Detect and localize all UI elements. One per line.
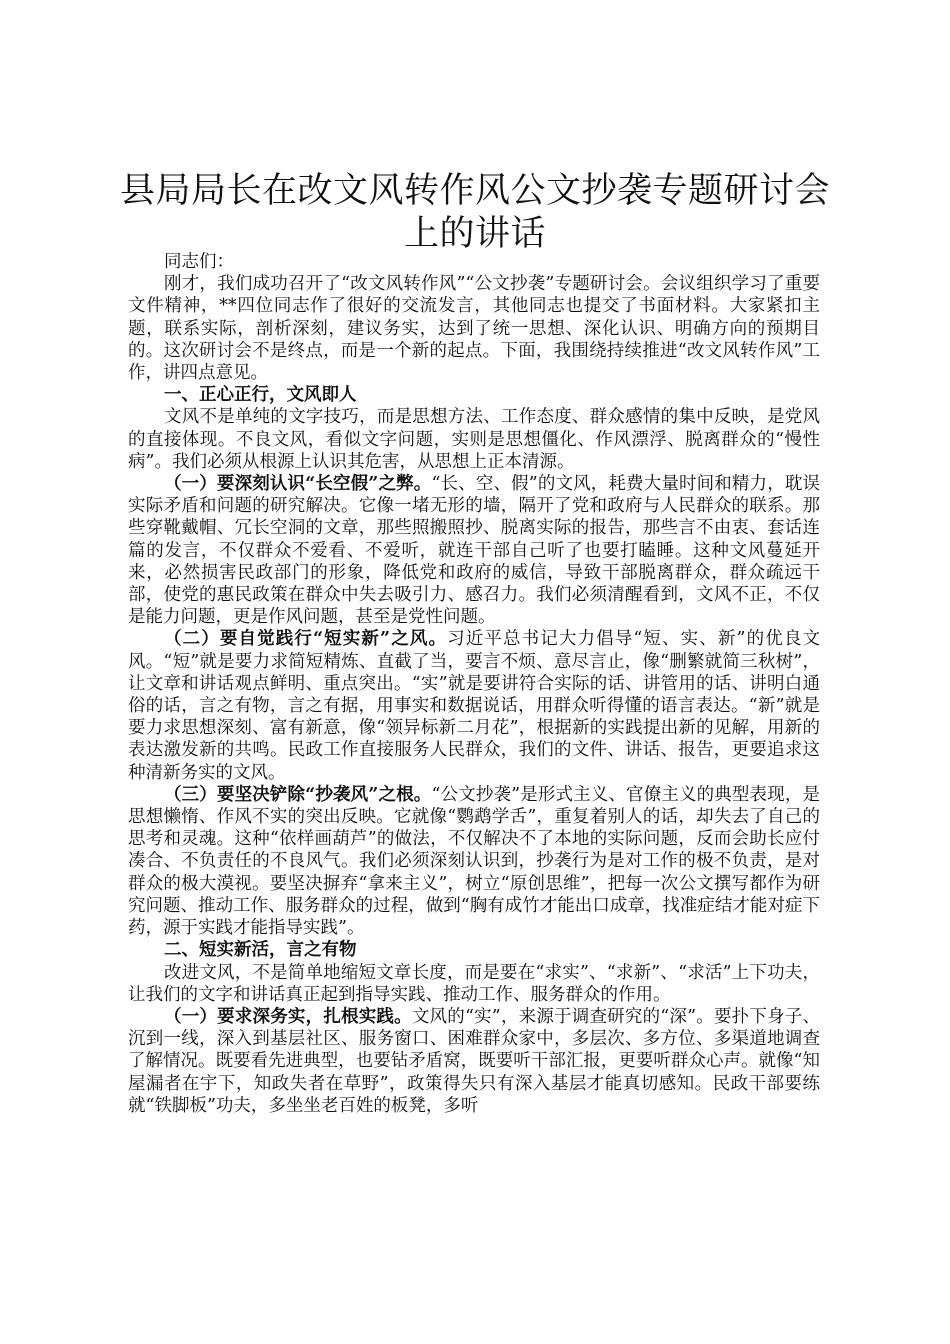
paragraph-text: “公文抄袭”是形式主义、官僚主义的典型表现，是思想懒惰、作风不实的突出反映。它就像“鹦鹉学舌”，重复着别人的话，却失去了自己的思考和灵魂。这种“依样画葫芦”的做法，不仅解决不了本地的实际问题，反而会助长应付凑合、不负责任的不良风气。我们必须深刻认识到，抄袭行为是对工作的极不负责，是对群众的极大漠视。要坚决摒弃“拿来主义”，树立“原创思维”，把每一次公文撰写都作为研究问题、推动工作、服务群众的过程，做到“胸有成竹才能出口成章，找准症结才能对症下药，源于实践才能指导实践”。 (128, 784, 820, 939)
paragraph-section-2-intro (128, 962, 820, 1006)
paragraph-lead: （一）要深刻认识“长空假”之弊。 (164, 474, 432, 495)
paragraph-text: 习近平总书记大力倡导“短、实、新”的优良文风。“短”就是要力求简短精炼、直截了当，要言不烦、意尽言止，像“删繁就简三秋树”，让文章和讲话观点鲜明、重点突出。“实”就是要讲符合实际的话、讲管用的话、讲明白通俗的话，言之有物，言之有据，用事实和数据说话，用群众听得懂的语言表达。“新”就是要力求思想深刻、富有新意，像“领异标新二月花”，根据新的实践提出新的见解，用新的表达激发新的共鸣。民政工作直接服务人民群众，我们的文件、讲话、报告，更要追求这种清新务实的文风。 (128, 629, 820, 783)
paragraph-text: 改进文风，不是简单地缩短文章长度，而是要在“求实”、“求新”、“求活”上下功夫，让我们的文字和讲话真正起到指导实践、推动工作、服务群众的作用。 (128, 962, 820, 1005)
paragraph-1-2 (128, 628, 820, 783)
paragraph-1-3 (128, 784, 820, 939)
paragraph-lead: （二）要自觉践行“短实新”之风。 (164, 629, 448, 650)
paragraph-text: 刚才，我们成功召开了“改文风转作风”“公文抄袭”专题研讨会。会议组织学习了重要文件精神，**四位同志作了很好的交流发言，其他同志也提交了书面材料。大家紧扣主题，联系实际，剖析深刻，建议务实，达到了统一思想、深化认识、明确方向的预期目的。这次研讨会不是终点，而是一个新的起点。下面，我围绕持续推进“改文风转作风”工作，讲四点意见。 (128, 274, 820, 384)
paragraph-lead: （三）要坚决铲除“抄袭风”之根。 (164, 784, 432, 805)
paragraph-section-1-intro (128, 406, 820, 473)
paragraph-2-1 (128, 1006, 820, 1117)
greeting: 同志们： (164, 252, 234, 272)
paragraph-intro (128, 273, 820, 384)
document-title: 县局局长在改文风转作风公文抄袭专题研讨会上的讲话 (119, 171, 830, 254)
document-body (128, 251, 820, 1117)
paragraph-1-1 (128, 473, 820, 628)
section-heading-2: 二、短实新活，言之有物 (164, 940, 357, 961)
paragraph-lead: （一）要求深务实，扎根实践。 (164, 1006, 412, 1027)
paragraph-text: 文风不是单纯的文字技巧，而是思想方法、工作态度、群众感情的集中反映，是党风的直接体现。不良文风，看似文字问题，实则是思想僵化、作风漂浮、脱离群众的“慢性病”。我们必须从根源上认识其危害，从思想上正本清源。 (128, 407, 820, 472)
paragraph-text: “长、空、假”的文风，耗费大量时间和精力，耽误实际矛盾和问题的研究解决。它像一堵无形的墙，隔开了党和政府与人民群众的联系。那些穿靴戴帽、冗长空洞的文章，那些照搬照抄、脱离实际的报告，那些言不由衷、套话连篇的发言，不仅群众不爱看、不爱听，就连干部自己听了也要打瞌睡。这种文风蔓延开来，必然损害民政部门的形象，降低党和政府的威信，导致干部脱离群众，群众疏远干部，使党的惠民政策在群众中失去吸引力、感召力。我们必须清醒看到，文风不正，不仅是能力问题，更是作风问题，甚至是党性问题。 (128, 474, 820, 628)
paragraph-text: 文风的“实”，来源于调查研究的“深”。要扑下身子、沉到一线，深入到基层社区、服务窗口、困难群众家中，多层次、多方位、多渠道地调查了解情况。既要看先进典型，也要钻矛盾窝，既要听干部汇报，更要听群众心声。就像“知屋漏者在宇下，知政失者在草野”，政策得失只有深入基层才能真切感知。民政干部要练就“铁脚板”功夫，多坐坐老百姓的板凳，多听 (128, 1006, 820, 1116)
section-heading-1: 一、正心正行，文风即人 (164, 385, 357, 406)
